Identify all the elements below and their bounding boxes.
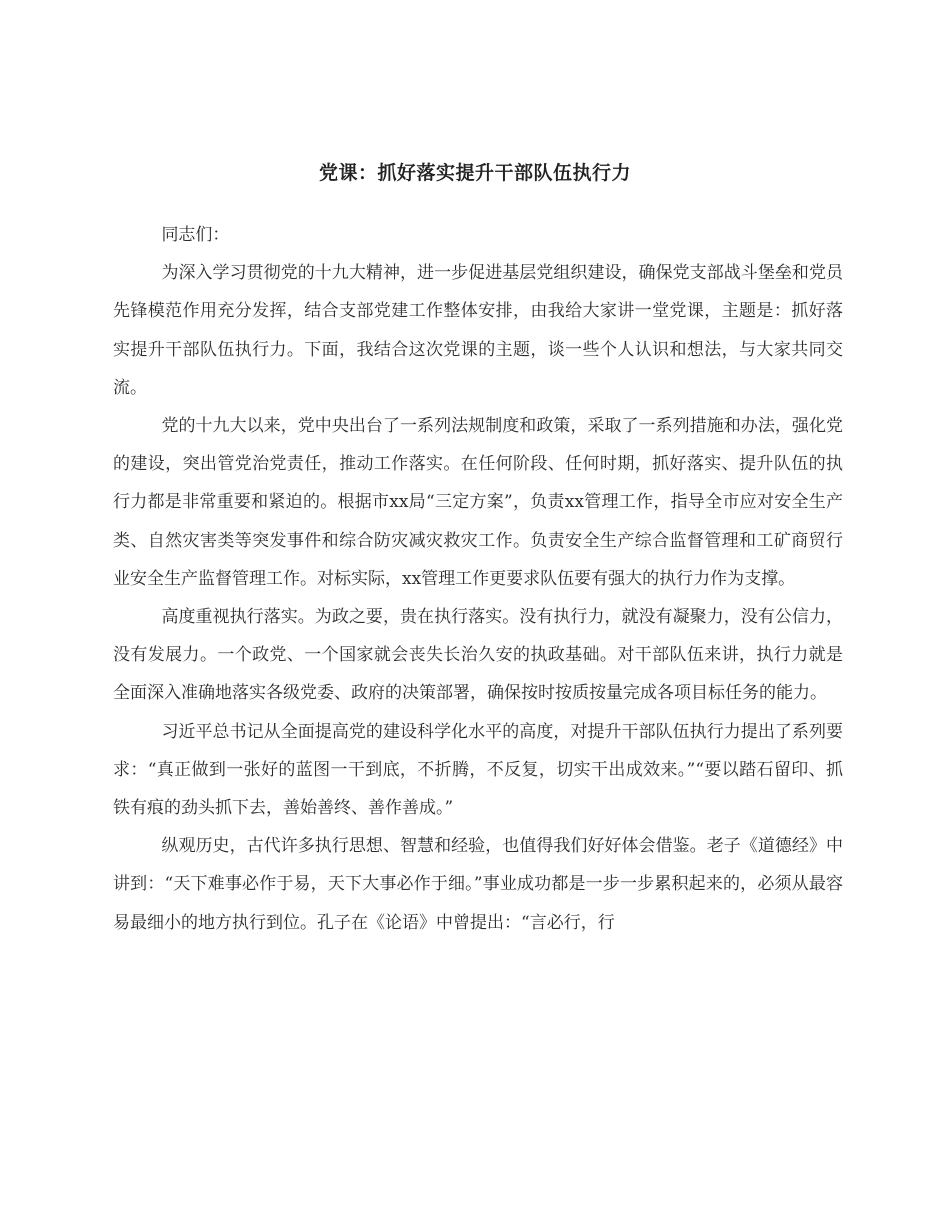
paragraph-requirements: 习近平总书记从全面提高党的建设科学化水平的高度，对提升干部队伍执行力提出了系列要求：“真正做到一张好的蓝图一干到底，不折腾，不反复，切实干出成效来。”“要以踏石留印、抓铁有痕的劲头抓下去，善始善终、善作善成。” bbox=[113, 721, 843, 819]
document-title: 党课：抓好落实提升干部队伍执行力 bbox=[318, 162, 631, 184]
document-body bbox=[113, 216, 843, 942]
paragraph-importance: 高度重视执行落实。为政之要，贵在执行落实。没有执行力，就没有凝聚力，没有公信力，没有发展力。一个政党、一个国家就会丧失长治久安的执政基础。对干部队伍来讲，执行力就是全面深入准确地落实各级党委、政府的决策部署，确保按时按质按量完成各项目标任务的能力。 bbox=[113, 607, 843, 704]
salutation: 同志们： bbox=[161, 225, 230, 245]
paragraph-background: 党的十九大以来，党中央出台了一系列法规制度和政策，采取了一系列措施和办法，强化党的建设，突出管党治党责任，推动工作落实。在任何阶段、任何时期，抓好落实、提升队伍的执行力都是非常重要和紧迫的。根据市xx局“三定方案”，负责xx管理工作，指导全市应对安全生产类、自然灾害类等突发事件和综合防灾减灾救灾工作。负责安全生产综合监督管理和工矿商贸行业安全生产监督管理工作。对标实际，xx管理工作更要求队伍要有强大的执行力作为支撑。 bbox=[113, 416, 843, 589]
paragraph-intro: 为深入学习贯彻党的十九大精神，进一步促进基层党组织建设，确保党支部战斗堡垒和党员先锋模范作用充分发挥，结合支部党建工作整体安排，由我给大家讲一堂党课，主题是：抓好落实提升干部队伍执行力。下面，我结合这次党课的主题，谈一些个人认识和想法，与大家共同交流。 bbox=[113, 263, 843, 398]
paragraph-history: 纵观历史，古代许多执行思想、智慧和经验，也值得我们好好体会借鉴。老子《道德经》中讲到：“天下难事必作于易，天下大事必作于细。”事业成功都是一步一步累积起来的，必须从最容易最细小的地方执行到位。孔子在《论语》中曾提出：“言必行，行 bbox=[113, 836, 843, 933]
